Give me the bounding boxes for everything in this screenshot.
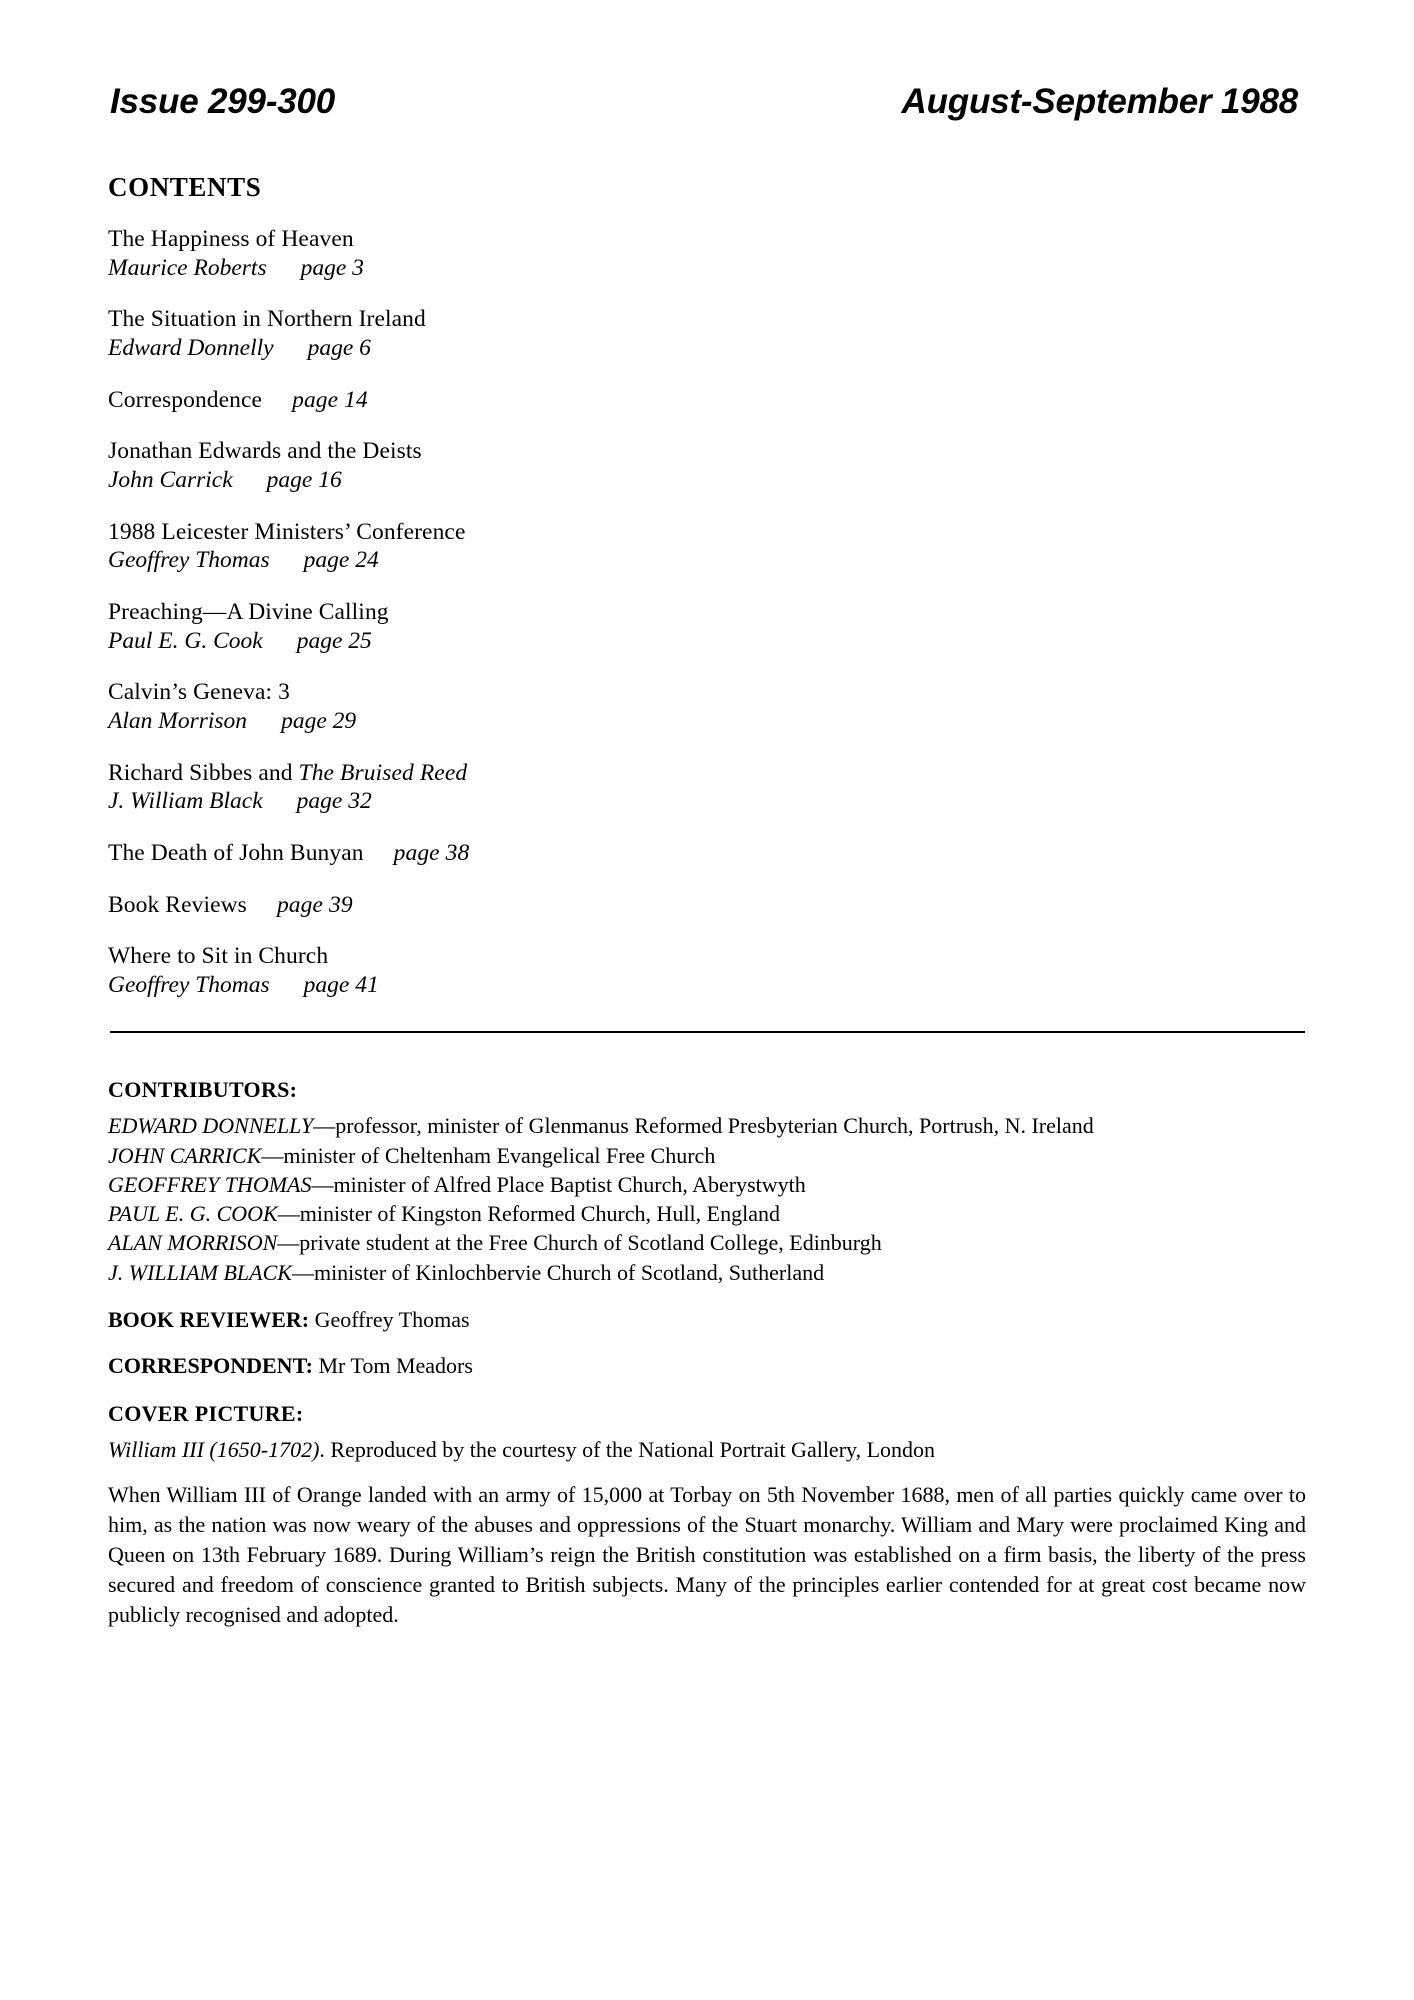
contributors-heading: CONTRIBUTORS: [108,1077,298,1103]
toc-byline [108,254,1306,283]
contributor-name: ALAN MORRISON [108,1230,278,1256]
book-reviewer-label: BOOK REVIEWER: [108,1306,310,1332]
toc-byline [108,627,1306,656]
cover-picture-body: When William III of Orange landed with an army of 15,000 at Torbay on 5th November 1688, men of all parties quickly came over to him, as the nation was now weary of the abuses and oppressions of the Stuart monarchy. William and Mary were proclaimed King and Queen on 13th February 1689. During William’s reign the British constitution was established on a firm basis, the liberty of the press secured and freedom of conscience granted to British subjects. Many of the principles earlier contended for at great cost became now publicly recognised and adopted. [108,1481,1306,1628]
toc-author: Alan Morrison [108,707,248,734]
toc-title: The Happiness of Heaven [108,226,354,252]
contributor-desc: —minister of Kingston Reformed Church, Hull, England [277,1201,780,1227]
toc-entry [108,386,1306,415]
toc-title-text: Richard Sibbes and [108,759,299,786]
contributor-name: JOHN CARRICK [108,1142,262,1168]
toc-page: page 6 [307,334,371,361]
toc-byline [108,546,1306,575]
toc-byline [108,334,1306,363]
cover-picture-heading: COVER PICTURE: [108,1400,304,1426]
table-of-contents [108,225,1306,999]
section-divider [110,1031,1305,1033]
toc-author: John Carrick [108,466,233,493]
contributor-desc: —private student at the Free Church of Scotland College, Edinburgh [277,1230,882,1256]
toc-title [108,386,1306,415]
correspondent-value: Mr Tom Meadors [312,1352,473,1378]
toc-page: page 39 [276,891,353,918]
issue-date: August-September 1988 [901,82,1298,121]
toc-title: 1988 Leicester Ministers’ Conference [108,518,466,545]
contributor-name: EDWARD DONNELLY [108,1113,314,1139]
contributor-line [108,1199,1306,1228]
toc-author: Maurice Roberts [108,254,267,281]
contents-heading: CONTENTS [108,172,262,202]
book-reviewer-line [108,1307,1306,1333]
toc-title-text: The Death of John Bunyan [108,839,364,866]
toc-title: The Situation in Northern Ireland [108,306,426,333]
toc-author: Geoffrey Thomas [108,971,270,998]
toc-page: page 3 [300,254,364,281]
toc-byline [108,466,1306,495]
contributor-line [108,1111,1306,1140]
cover-picture-caption [108,1437,1306,1463]
toc-author: Geoffrey Thomas [108,547,270,574]
toc-entry [108,759,1306,816]
contributor-name: PAUL E. G. COOK [108,1201,278,1227]
contributor-desc: —professor, minister of Glenmanus Reformed Presbyterian Church, Portrush, N. Ireland [313,1113,1094,1139]
contributor-name: J. WILLIAM BLACK [108,1259,292,1285]
toc-title: Jonathan Edwards and the Deists [108,438,422,465]
toc-entry [108,225,1306,282]
toc-entry [108,942,1306,999]
toc-title-work: The Bruised Reed [298,759,468,786]
toc-page: page 25 [296,627,372,654]
toc-entry [108,518,1306,575]
toc-title: Calvin’s Geneva: 3 [108,679,290,706]
cover-picture-credit: . Reproduced by the courtesy of the National Portrait Gallery, London [319,1436,936,1462]
toc-author: Paul E. G. Cook [108,627,263,654]
toc-entry [108,891,1306,920]
contributor-desc: —minister of Kinlochbervie Church of Scotland, Sutherland [291,1259,825,1285]
toc-entry [108,305,1306,362]
toc-page: page 24 [303,547,379,574]
toc-entry [108,437,1306,494]
contributor-name: GEOFFREY THOMAS [108,1171,312,1197]
toc-author: Edward Donnelly [108,334,274,361]
contributors-section [108,1077,1306,1630]
toc-title-text: Book Reviews [108,891,247,918]
correspondent-label: CORRESPONDENT: [108,1352,313,1378]
toc-page: page 16 [266,466,342,493]
toc-page: page 41 [303,971,379,998]
contributor-line [108,1228,1306,1257]
toc-title [108,839,1306,868]
toc-page: page 32 [296,788,372,815]
toc-title [108,759,1306,788]
toc-entry [108,678,1306,735]
toc-page: page 29 [281,707,357,734]
toc-title-text: Correspondence [108,386,263,413]
toc-page: page 38 [393,839,470,866]
book-reviewer-value: Geoffrey Thomas [309,1306,470,1332]
page-content [108,82,1306,1631]
toc-entry [108,839,1306,868]
toc-title: Where to Sit in Church [108,943,329,970]
toc-title [108,891,1306,920]
toc-entry [108,598,1306,655]
toc-title: Preaching—A Divine Calling [108,598,389,625]
contributor-desc: —minister of Alfred Place Baptist Church, Aberystwyth [311,1171,806,1197]
contributor-line [108,1170,1306,1199]
toc-byline [108,971,1306,1000]
contributor-line [108,1141,1306,1170]
toc-author: J. William Black [108,788,263,815]
toc-byline [108,707,1306,736]
contributor-line [108,1258,1306,1287]
contributor-desc: —minister of Cheltenham Evangelical Free Church [261,1142,716,1168]
issue-number: Issue 299-300 [110,82,336,121]
masthead [108,82,1306,122]
correspondent-line [108,1353,1306,1379]
toc-page: page 14 [292,386,368,413]
toc-byline [108,787,1306,816]
cover-picture-title: William III (1650-1702) [108,1436,320,1462]
